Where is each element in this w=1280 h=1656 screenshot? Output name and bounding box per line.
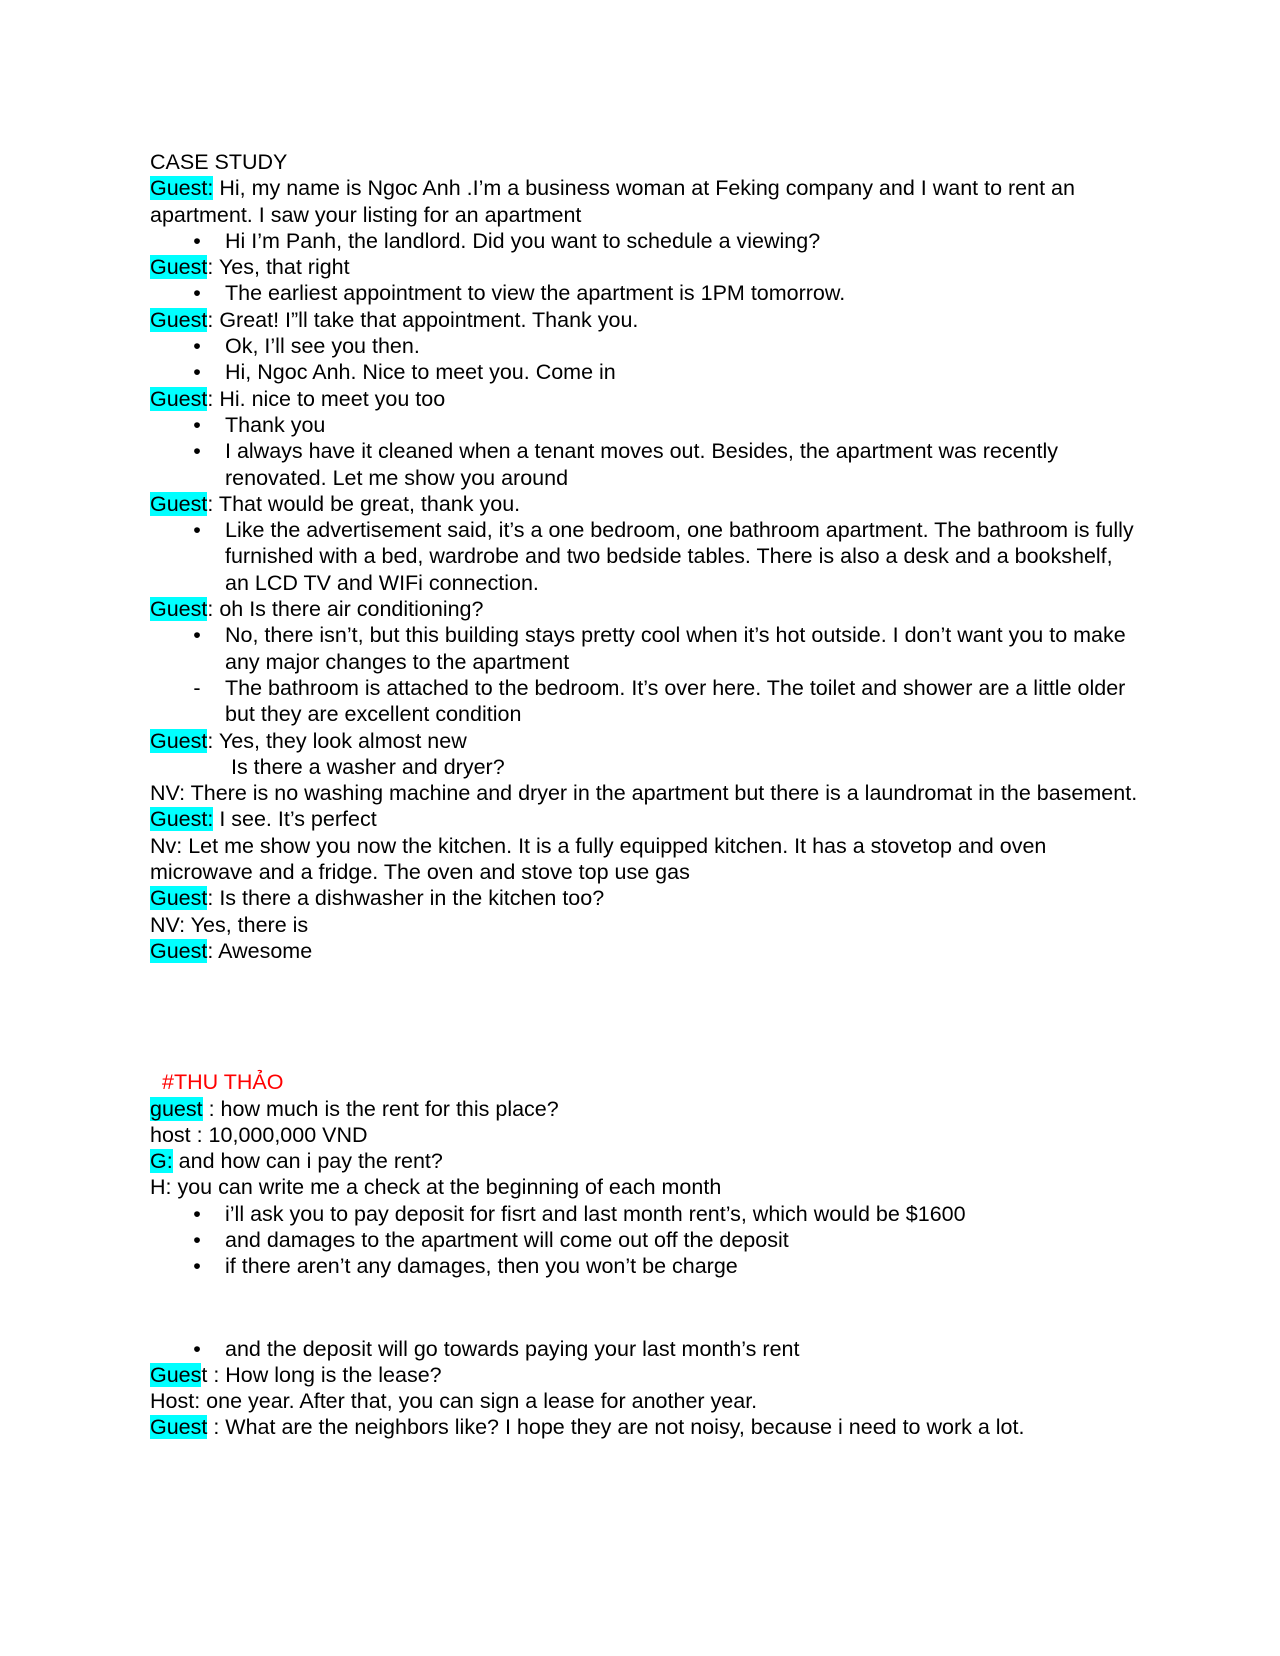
speaker-highlight: Guest [150, 597, 208, 622]
list-item [150, 412, 1140, 438]
list-item-text: I always have it cleaned when a tenant moves out. Besides, the apartment was recently renovated. Let me show you around [225, 439, 1058, 490]
host-line: Host: one year. After that, you can sign a lease for another year. [150, 1389, 758, 1414]
list-item [150, 622, 1140, 675]
staff-line: Nv: Let me show you now the kitchen. It is a fully equipped kitchen. It has a stovetop and oven microwave and a fridge. The oven and stove top use gas [150, 833, 1053, 885]
list-item [150, 359, 1140, 385]
bullet-icon: • [193, 1254, 201, 1279]
heading: CASE STUDY [150, 150, 288, 174]
list-item-text: No, there isn’t, but this building stays pretty cool when it’s hot outside. I don’t want you to make any major changes to the apartment [225, 623, 1126, 674]
dash-icon: - [193, 675, 201, 700]
section-heading: #THU THẢO [162, 1070, 284, 1095]
list-item [150, 1201, 1140, 1227]
list-item [150, 675, 1140, 728]
list-item [150, 438, 1140, 491]
speaker-highlight: Guest: [150, 176, 214, 201]
dialogue-text: Hi, my name is Ngoc Anh .I’m a business woman at Feking company and I want to rent an apartment. I saw your listing for an apartment [150, 176, 1081, 227]
dialogue-text: : Yes, they look almost new [207, 728, 467, 753]
dialogue-text: t : How long is the lease? [201, 1362, 442, 1387]
bullet-icon: • [193, 281, 201, 306]
guest-line [150, 806, 1140, 832]
dialogue-text: and how can i pay the rent? [172, 1149, 443, 1174]
spacer [150, 1280, 1140, 1336]
guest-line [150, 885, 1140, 911]
dialogue-text: I see. It’s perfect [213, 807, 377, 832]
list-item-text: Thank you [225, 412, 326, 437]
speaker-highlight: Guest: [150, 807, 214, 832]
list-item [150, 1336, 1140, 1362]
bullet-icon: • [193, 518, 201, 543]
bullet-icon: • [193, 360, 201, 385]
spacer [150, 964, 1140, 1069]
bullet-icon: • [193, 1336, 201, 1361]
list-item-text: if there aren’t any damages, then you won’t be charge [225, 1254, 738, 1279]
list-item-text: and the deposit will go towards paying your last month’s rent [225, 1336, 800, 1361]
guest-line [150, 175, 1140, 228]
bullet-icon: • [193, 1227, 201, 1252]
staff-line: NV: Yes, there is [150, 912, 309, 937]
staff-line: NV: There is no washing machine and dryer in the apartment but there is a laundromat in the basement. [150, 781, 1138, 806]
dialogue-text: : Is there a dishwasher in the kitchen too? [207, 886, 605, 911]
list-item-text: Ok, I’ll see you then. [225, 334, 420, 359]
list-item-text: i’ll ask you to pay deposit for fisrt and last month rent’s, which would be $1600 [225, 1201, 966, 1226]
list-item [150, 333, 1140, 359]
bullet-icon: • [193, 1201, 201, 1226]
guest-line [150, 254, 1140, 280]
dialogue-text: : how much is the rent for this place? [202, 1096, 559, 1121]
speaker-highlight: Gues [150, 1362, 202, 1387]
dialogue-text: : oh Is there air conditioning? [207, 597, 484, 622]
speaker-highlight: Guest [150, 255, 208, 280]
guest-line [150, 1096, 1140, 1122]
list-item [150, 280, 1140, 306]
list-item-text: Hi I’m Panh, the landlord. Did you want to schedule a viewing? [225, 228, 821, 253]
guest-line [150, 938, 1140, 964]
speaker-highlight: Guest [150, 1415, 208, 1440]
speaker-highlight: Guest [150, 307, 208, 332]
speaker-highlight: Guest [150, 491, 208, 516]
list-item-text: and damages to the apartment will come out off the deposit [225, 1227, 789, 1252]
list-item-text: The bathroom is attached to the bedroom. It’s over here. The toilet and shower are a little older but they are excellent condition [225, 675, 1126, 727]
list-item-text: Hi, Ngoc Anh. Nice to meet you. Come in [225, 360, 616, 385]
dialogue-text: : Great! I”ll take that appointment. Thank you. [207, 307, 639, 332]
list-item-text: Like the advertisement said, it’s a one bedroom, one bathroom apartment. The bathroom is fully furnished with a bed, wardrobe and two bedside tables. There is also a desk and a bookshelf, an LCD TV and WIFi connection. [225, 518, 1134, 595]
guest-line [150, 728, 1140, 754]
guest-line [150, 491, 1140, 517]
speaker-highlight: Guest [150, 886, 208, 911]
guest-line [150, 1414, 1140, 1440]
speaker-highlight: Guest [150, 386, 208, 411]
dialogue-text: : That would be great, thank you. [207, 491, 521, 516]
dialogue-text: : Awesome [207, 938, 313, 963]
speaker-highlight: guest [150, 1096, 203, 1121]
bullet-icon: • [193, 623, 201, 648]
guest-line [150, 386, 1140, 412]
guest-line [150, 1148, 1140, 1174]
bullet-icon: • [193, 412, 201, 437]
speaker-highlight: Guest [150, 728, 208, 753]
speaker-highlight: Guest [150, 938, 208, 963]
host-line: host : 10,000,000 VND [150, 1122, 368, 1147]
dialogue-text: : What are the neighbors like? I hope they are not noisy, because i need to work a lot. [207, 1415, 1025, 1440]
dialogue-text: : Yes, that right [207, 255, 350, 280]
guest-line [150, 596, 1140, 622]
bullet-icon: • [193, 228, 201, 253]
list-item [150, 1253, 1140, 1279]
speaker-highlight: G: [150, 1149, 173, 1174]
bullet-icon: • [193, 439, 201, 464]
host-line: H: you can write me a check at the beginning of each month [150, 1175, 722, 1200]
guest-line [150, 1362, 1140, 1388]
guest-line [150, 307, 1140, 333]
list-item [150, 1227, 1140, 1253]
dialogue-text: : Hi. nice to meet you too [207, 386, 446, 411]
list-item [150, 228, 1140, 254]
list-item-text: The earliest appointment to view the apartment is 1PM tomorrow. [225, 281, 846, 306]
indented-line: Is there a washer and dryer? [225, 754, 505, 779]
list-item [150, 517, 1140, 596]
document-body [150, 149, 1140, 1441]
bullet-icon: • [193, 334, 201, 359]
